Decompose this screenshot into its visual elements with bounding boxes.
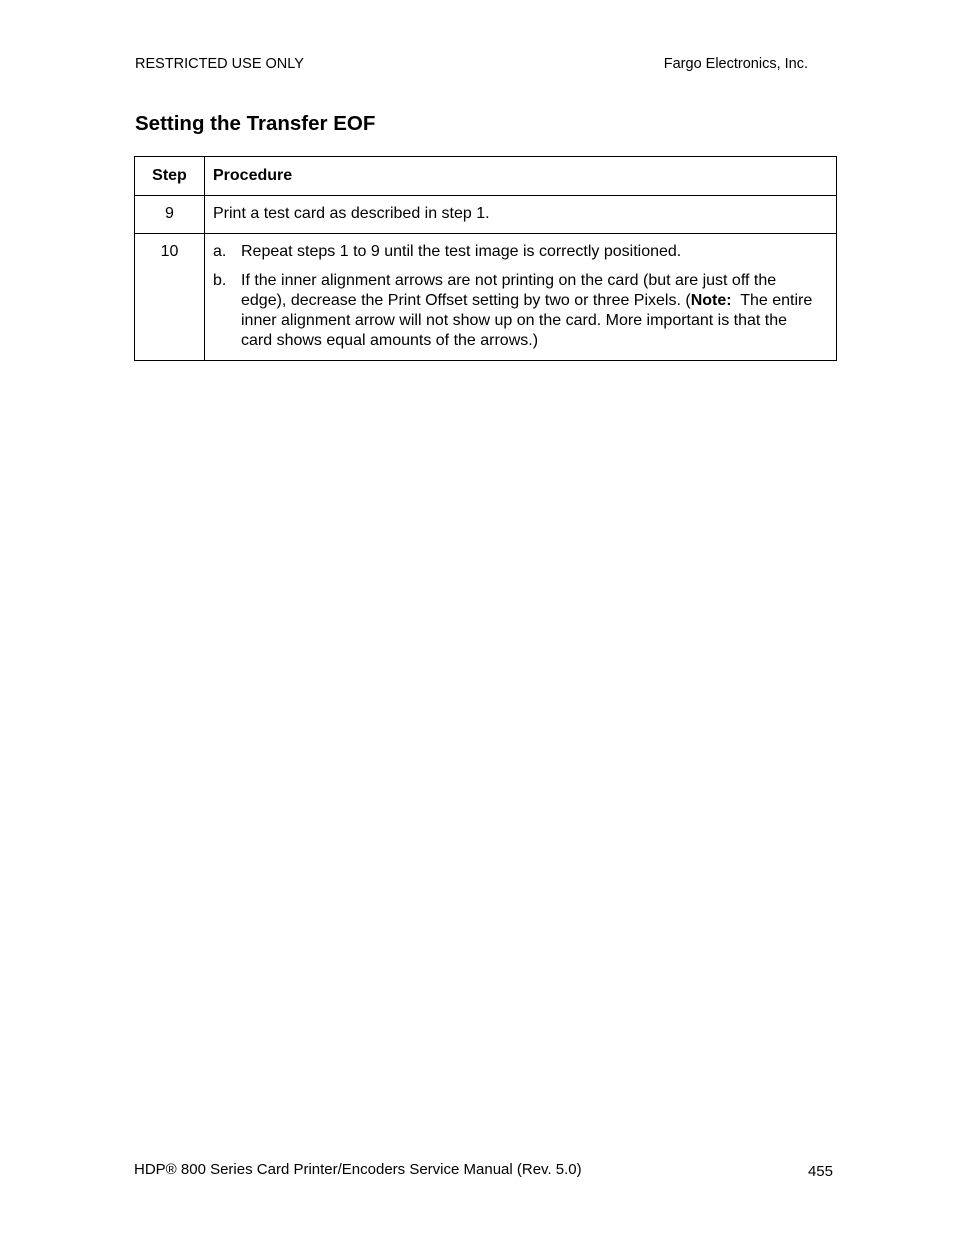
substep-b: [213, 271, 818, 351]
substep-text: Repeat steps 1 to 9 until the test image is correctly positioned.: [241, 243, 682, 260]
substep-letter: a.: [213, 243, 227, 260]
header-step: Step: [135, 157, 205, 196]
substep-text-before: If the inner alignment arrows are not printing on the card (but are just off the edge), decrease the Print Offset setting by two or three Pixels. (: [241, 272, 777, 309]
procedure-substeps: [205, 234, 837, 361]
substep-letter: b.: [213, 272, 227, 289]
header-company-name: Fargo Electronics, Inc.: [663, 56, 808, 72]
header-procedure: Procedure: [205, 157, 837, 196]
procedure-table: [134, 156, 837, 361]
page-title: Setting the Transfer EOF: [135, 112, 376, 135]
substep-a: [213, 242, 818, 262]
table-row: [135, 234, 837, 361]
footer-manual-title: HDP® 800 Series Card Printer/Encoders Service Manual (Rev. 5.0): [134, 1161, 582, 1178]
substep-text-after: The entire inner alignment arrow will not show up on the card. More important is that the card shows equal amounts of the arrows.): [241, 292, 817, 349]
step-number: 9: [135, 196, 205, 234]
table-header-row: [135, 157, 837, 196]
note-label: Note:: [690, 292, 732, 309]
step-number: 10: [135, 234, 205, 361]
page-number: 455: [807, 1163, 833, 1180]
substep-text: [241, 271, 818, 351]
table-row: [135, 196, 837, 234]
header-restricted-use: RESTRICTED USE ONLY: [135, 56, 304, 72]
procedure-text: Print a test card as described in step 1.: [205, 196, 837, 234]
